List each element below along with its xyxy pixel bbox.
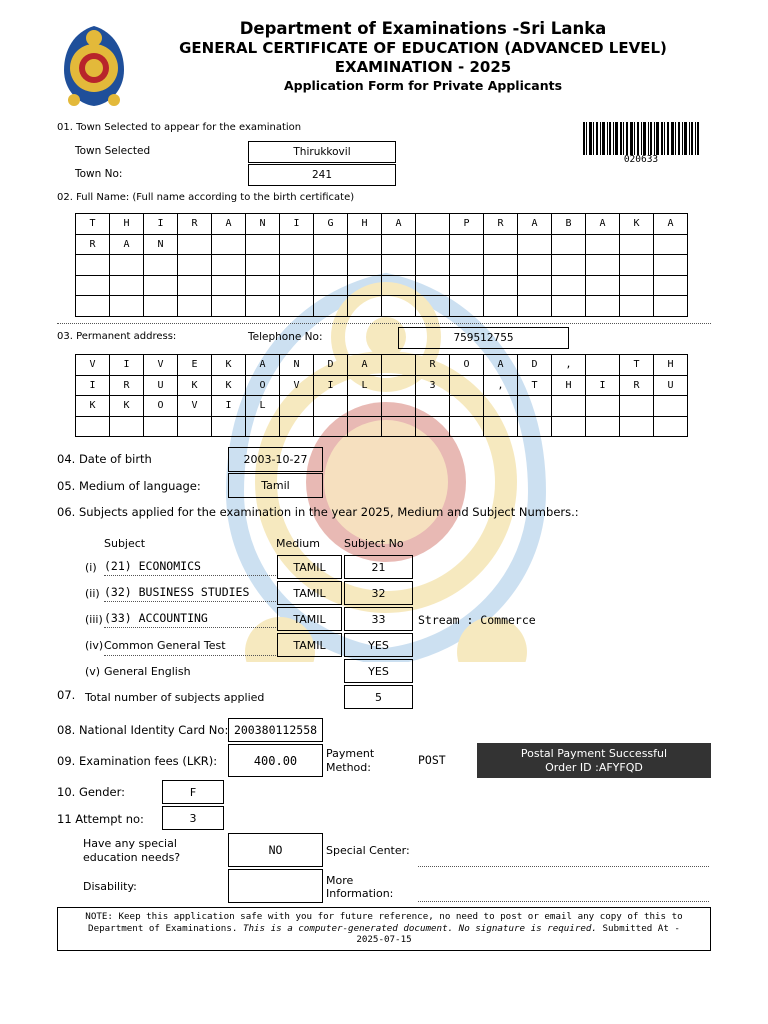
address-cell: A <box>484 355 518 376</box>
name-row <box>76 275 688 296</box>
name-cell <box>246 234 280 255</box>
name-cell <box>348 296 382 317</box>
name-cell <box>280 255 314 276</box>
address-grid <box>75 354 688 437</box>
stream-label: Stream : Commerce <box>418 613 536 627</box>
subject-1-name: (21) ECONOMICS <box>104 559 276 576</box>
name-cell: K <box>620 214 654 235</box>
name-cell: N <box>246 214 280 235</box>
address-cell <box>620 416 654 437</box>
address-cell: V <box>280 375 314 396</box>
name-cell <box>314 296 348 317</box>
name-cell <box>620 275 654 296</box>
town-selected-field[interactable]: Thirukkovil <box>248 141 396 163</box>
address-cell: V <box>178 396 212 417</box>
subject-3-name: (33) ACCOUNTING <box>104 611 276 628</box>
payment-status-badge <box>477 743 711 778</box>
address-cell: U <box>654 375 688 396</box>
barcode <box>583 122 699 155</box>
address-cell: I <box>586 375 620 396</box>
address-cell: U <box>144 375 178 396</box>
name-cell <box>280 296 314 317</box>
name-cell <box>518 234 552 255</box>
name-cell: R <box>76 234 110 255</box>
address-cell <box>518 416 552 437</box>
exam-year: EXAMINATION - 2025 <box>334 58 512 76</box>
name-cell <box>450 275 484 296</box>
address-row <box>76 355 688 376</box>
address-cell <box>382 416 416 437</box>
more-info-label-2: Information: <box>326 887 394 900</box>
address-cell: O <box>450 355 484 376</box>
address-cell: A <box>246 355 280 376</box>
barcode-number: 020633 <box>623 154 659 165</box>
name-cell <box>416 255 450 276</box>
subject-4-name: Common General Test <box>104 639 276 656</box>
name-cell <box>518 296 552 317</box>
name-cell <box>450 255 484 276</box>
address-cell <box>382 396 416 417</box>
address-cell <box>382 375 416 396</box>
subject-1-medium[interactable]: TAMIL <box>277 555 342 579</box>
address-cell <box>212 416 246 437</box>
address-cell: L <box>348 375 382 396</box>
name-cell <box>416 214 450 235</box>
address-row <box>76 416 688 437</box>
medium-field[interactable]: Tamil <box>228 473 323 498</box>
q07-num: 07. <box>57 688 76 702</box>
name-cell <box>314 275 348 296</box>
address-cell <box>450 375 484 396</box>
name-cell <box>348 234 382 255</box>
address-cell <box>416 416 450 437</box>
name-row <box>76 296 688 317</box>
address-cell: D <box>314 355 348 376</box>
q06-label: 06. Subjects applied for the examination in the year 2025, Medium and Subject Numbers.: <box>57 505 579 519</box>
address-cell <box>348 396 382 417</box>
name-cell <box>212 275 246 296</box>
address-cell <box>484 396 518 417</box>
name-cell <box>280 234 314 255</box>
address-cell <box>620 396 654 417</box>
subject-5-no[interactable]: YES <box>344 659 413 683</box>
subject-2-medium[interactable]: TAMIL <box>277 581 342 605</box>
name-cell <box>246 255 280 276</box>
name-cell: H <box>348 214 382 235</box>
divider <box>57 323 711 324</box>
name-cell <box>586 234 620 255</box>
subject-5-name: General English <box>104 665 191 678</box>
subject-4-no[interactable]: YES <box>344 633 413 657</box>
q03-label: 03. Permanent address: <box>57 331 177 342</box>
name-cell: A <box>110 234 144 255</box>
address-cell <box>314 396 348 417</box>
special-needs-label-2: education needs? <box>83 851 181 864</box>
payment-method-label-2: Method: <box>326 761 371 774</box>
address-cell <box>110 416 144 437</box>
address-cell <box>382 355 416 376</box>
address-cell: T <box>620 355 654 376</box>
disability-field[interactable] <box>228 869 323 903</box>
address-cell <box>484 416 518 437</box>
address-row <box>76 396 688 417</box>
nic-field[interactable]: 200380112558 <box>228 718 323 742</box>
address-cell <box>586 416 620 437</box>
name-cell <box>314 255 348 276</box>
name-cell: R <box>178 214 212 235</box>
name-cell <box>314 234 348 255</box>
subject-3-no[interactable]: 33 <box>344 607 413 631</box>
name-cell <box>552 275 586 296</box>
q02-label: 02. Full Name: (Full name according to the birth certificate) <box>57 192 355 203</box>
medium-col-header: Medium <box>276 537 320 550</box>
name-cell <box>518 275 552 296</box>
name-cell <box>382 234 416 255</box>
address-cell: K <box>178 375 212 396</box>
name-cell <box>280 275 314 296</box>
name-cell: T <box>76 214 110 235</box>
q07-label: Total number of subjects applied <box>85 691 265 704</box>
address-cell: O <box>246 375 280 396</box>
telephone-field[interactable]: 759512755 <box>398 327 569 349</box>
address-cell: I <box>212 396 246 417</box>
name-cell <box>450 296 484 317</box>
address-cell <box>280 396 314 417</box>
exam-title: GENERAL CERTIFICATE OF EDUCATION (ADVANCED LEVEL) <box>179 39 667 57</box>
name-cell: A <box>586 214 620 235</box>
address-cell <box>144 416 178 437</box>
subject-5-num: (v) <box>85 665 101 678</box>
name-cell: A <box>654 214 688 235</box>
name-cell <box>586 275 620 296</box>
disability-label: Disability: <box>83 880 137 893</box>
name-cell <box>76 296 110 317</box>
address-cell: V <box>144 355 178 376</box>
q05-label: 05. Medium of language: <box>57 479 201 493</box>
name-cell: A <box>382 214 416 235</box>
address-cell: O <box>144 396 178 417</box>
address-cell: T <box>518 375 552 396</box>
address-cell <box>586 355 620 376</box>
name-cell <box>586 255 620 276</box>
gender-field[interactable]: F <box>162 780 224 804</box>
name-cell <box>416 296 450 317</box>
name-row <box>76 234 688 255</box>
address-cell: I <box>314 375 348 396</box>
name-cell <box>178 255 212 276</box>
address-cell: 3 <box>416 375 450 396</box>
special-needs-field[interactable]: NO <box>228 833 323 867</box>
subject-3-medium[interactable]: TAMIL <box>277 607 342 631</box>
payment-status-text: Postal Payment Successful <box>520 747 668 760</box>
name-cell <box>552 234 586 255</box>
name-cell <box>178 234 212 255</box>
name-cell: H <box>110 214 144 235</box>
name-cell <box>654 234 688 255</box>
subjectno-col-header: Subject No <box>344 537 404 550</box>
name-cell <box>246 296 280 317</box>
name-cell <box>382 275 416 296</box>
subject-4-medium[interactable]: TAMIL <box>277 633 342 657</box>
name-cell <box>178 296 212 317</box>
address-cell: V <box>76 355 110 376</box>
name-cell: A <box>212 214 246 235</box>
name-cell <box>620 255 654 276</box>
name-cell <box>654 255 688 276</box>
name-cell <box>212 296 246 317</box>
note-line-2 <box>58 923 710 935</box>
address-cell <box>416 396 450 417</box>
name-cell <box>178 275 212 296</box>
note-date: 2025-07-15 <box>356 934 412 945</box>
name-cell <box>586 296 620 317</box>
total-subjects-field[interactable]: 5 <box>344 685 413 709</box>
name-cell <box>212 234 246 255</box>
address-cell <box>586 396 620 417</box>
name-cell <box>552 255 586 276</box>
note-dept: Department of Examinations. <box>88 922 243 934</box>
name-cell <box>144 255 178 276</box>
address-row <box>76 375 688 396</box>
name-cell: N <box>144 234 178 255</box>
special-center-line <box>418 866 709 867</box>
address-cell: K <box>76 396 110 417</box>
name-row <box>76 214 688 235</box>
name-cell <box>382 255 416 276</box>
subject-3-num: (iii) <box>85 613 103 626</box>
subject-1-num: (i) <box>85 561 97 574</box>
attempt-field[interactable]: 3 <box>162 806 224 830</box>
name-cell <box>416 275 450 296</box>
name-cell <box>110 296 144 317</box>
payment-method-value: POST <box>418 753 446 767</box>
town-no-field[interactable]: 241 <box>248 164 396 186</box>
q09-label: 09. Examination fees (LKR): <box>57 754 218 768</box>
name-cell: I <box>144 214 178 235</box>
address-cell <box>518 396 552 417</box>
name-cell: P <box>450 214 484 235</box>
town-no-label: Town No: <box>75 168 123 180</box>
q11-label: 11 Attempt no: <box>57 812 144 826</box>
address-cell: L <box>246 396 280 417</box>
special-needs-label-1: Have any special <box>83 837 177 850</box>
address-cell: E <box>178 355 212 376</box>
q10-label: 10. Gender: <box>57 785 125 799</box>
address-cell: H <box>654 355 688 376</box>
name-row <box>76 255 688 276</box>
address-cell: R <box>620 375 654 396</box>
name-cell <box>654 296 688 317</box>
address-cell: I <box>110 355 144 376</box>
q01-label: 01. Town Selected to appear for the examination <box>57 122 302 133</box>
address-cell: R <box>416 355 450 376</box>
address-cell <box>314 416 348 437</box>
address-cell: A <box>348 355 382 376</box>
name-cell <box>416 234 450 255</box>
name-cell <box>348 255 382 276</box>
name-cell <box>76 275 110 296</box>
address-cell <box>450 396 484 417</box>
telephone-label: Telephone No: <box>248 331 323 343</box>
dob-field[interactable]: 2003-10-27 <box>228 447 323 472</box>
name-cell <box>620 234 654 255</box>
name-cell <box>484 255 518 276</box>
q08-label: 08. National Identity Card No: <box>57 723 229 737</box>
name-cell <box>144 296 178 317</box>
name-cell: B <box>552 214 586 235</box>
address-cell: K <box>110 396 144 417</box>
name-cell <box>518 255 552 276</box>
note-submitted: Submitted At - <box>596 922 680 934</box>
more-info-line <box>418 901 709 902</box>
name-cell <box>382 296 416 317</box>
name-cell: I <box>280 214 314 235</box>
name-cell: R <box>484 214 518 235</box>
payment-method-label-1: Payment <box>326 747 375 760</box>
order-id-text: Order ID :AFYFQD <box>545 761 643 774</box>
address-cell: R <box>110 375 144 396</box>
address-cell: , <box>484 375 518 396</box>
address-cell: I <box>76 375 110 396</box>
subject-col-header: Subject <box>104 537 146 550</box>
exam-fee-field[interactable]: 400.00 <box>228 744 323 777</box>
name-cell <box>246 275 280 296</box>
address-cell <box>552 416 586 437</box>
address-cell: K <box>212 375 246 396</box>
subject-4-num: (iv) <box>85 639 104 652</box>
sri-lanka-emblem <box>60 24 128 108</box>
address-cell <box>348 416 382 437</box>
full-name-grid <box>75 213 688 317</box>
subject-2-name: (32) BUSINESS STUDIES <box>104 585 276 602</box>
address-cell <box>246 416 280 437</box>
address-cell <box>76 416 110 437</box>
address-cell <box>450 416 484 437</box>
name-cell <box>620 296 654 317</box>
address-cell: H <box>552 375 586 396</box>
address-cell <box>178 416 212 437</box>
subject-2-no[interactable]: 32 <box>344 581 413 605</box>
name-cell <box>552 296 586 317</box>
name-cell <box>654 275 688 296</box>
address-cell <box>654 416 688 437</box>
name-cell <box>144 275 178 296</box>
name-cell: G <box>314 214 348 235</box>
subject-1-no[interactable]: 21 <box>344 555 413 579</box>
address-cell <box>654 396 688 417</box>
town-selected-label: Town Selected <box>75 145 151 157</box>
address-cell: , <box>552 355 586 376</box>
name-cell <box>110 255 144 276</box>
note-line-1: NOTE: Keep this application safe with you for future reference, no need to post or email any copy of this to <box>85 911 683 922</box>
note-box <box>57 907 711 951</box>
form-title: Application Form for Private Applicants <box>283 78 563 93</box>
note-generated: This is a computer-generated document. No signature is required. <box>242 922 597 934</box>
name-cell <box>76 255 110 276</box>
name-cell <box>110 275 144 296</box>
name-cell: A <box>518 214 552 235</box>
dept-title: Department of Examinations -Sri Lanka <box>239 19 607 38</box>
address-cell: N <box>280 355 314 376</box>
subject-2-num: (ii) <box>85 587 100 600</box>
address-cell <box>552 396 586 417</box>
q04-label: 04. Date of birth <box>57 452 152 466</box>
name-cell <box>484 275 518 296</box>
address-cell <box>280 416 314 437</box>
name-cell <box>450 234 484 255</box>
address-cell: D <box>518 355 552 376</box>
name-cell <box>484 234 518 255</box>
special-center-label: Special Center: <box>326 844 410 857</box>
name-cell <box>484 296 518 317</box>
address-cell: K <box>212 355 246 376</box>
name-cell <box>212 255 246 276</box>
more-info-label-1: More <box>326 874 354 887</box>
name-cell <box>348 275 382 296</box>
